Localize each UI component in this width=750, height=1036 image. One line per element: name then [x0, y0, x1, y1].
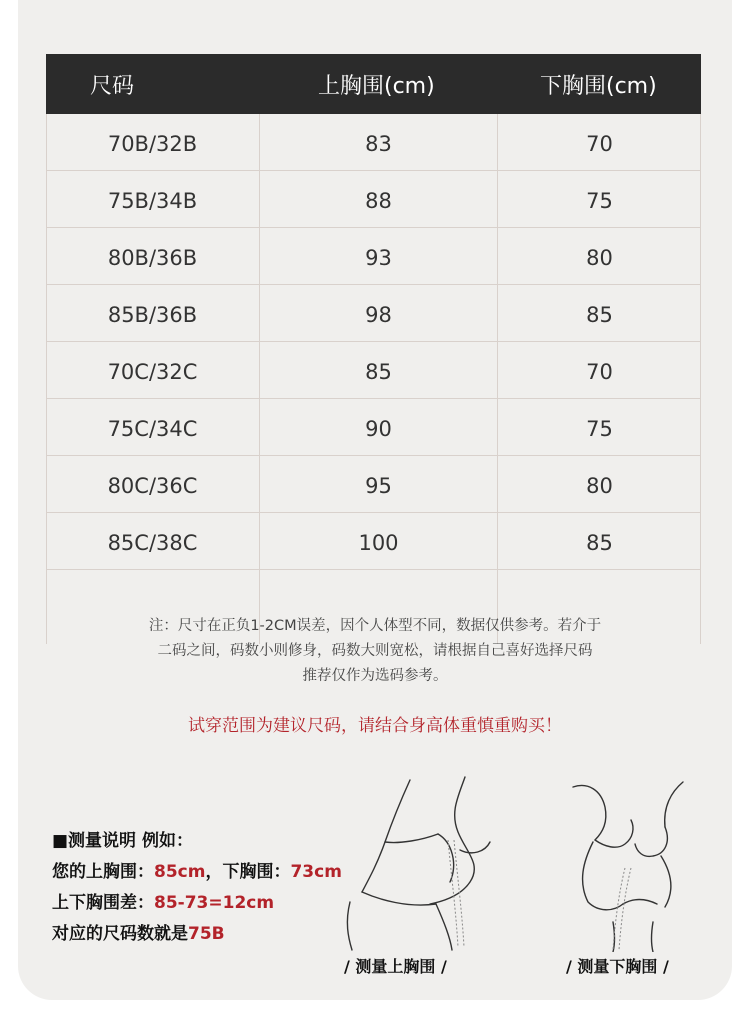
upper-bust-cell: 93	[365, 246, 392, 270]
under-bust-cell: 80	[586, 474, 613, 498]
explain-result-label: 对应的尺码数就是	[52, 924, 188, 944]
caption-upper-bust: / 测量上胸围 /	[344, 957, 447, 976]
explain-under-label: ，下胸围：	[205, 862, 291, 882]
table-row	[46, 399, 701, 456]
table-header	[46, 54, 701, 114]
table-divider-1	[259, 114, 260, 644]
table-row	[46, 342, 701, 399]
explain-diff-label: 上下胸围差：	[52, 893, 154, 913]
table-border-right	[700, 114, 701, 644]
header-under-bust: 下胸围(cm)	[540, 73, 657, 99]
size-cell: 70C/32C	[107, 360, 198, 384]
upper-bust-illustration	[340, 772, 500, 952]
under-bust-cell: 75	[586, 417, 613, 441]
table-body	[46, 114, 701, 570]
size-cell: 80B/36B	[107, 246, 198, 270]
under-bust-cell: 70	[586, 132, 613, 156]
under-bust-cell: 85	[586, 303, 613, 327]
note-line-1: 注：尺寸在正负1-2CM误差，因个人体型不同，数据仅供参考。若介于	[148, 618, 602, 634]
header-upper-bust: 上胸围(cm)	[318, 73, 435, 99]
note-line-3: 推荐仅作为选码参考。	[302, 668, 448, 684]
upper-bust-cell: 90	[365, 417, 392, 441]
table-divider-2	[497, 114, 498, 644]
upper-bust-cell: 100	[358, 531, 399, 555]
table-row	[46, 228, 701, 285]
table-border-left	[46, 114, 47, 644]
header-size: 尺码	[90, 73, 135, 99]
note-line-2: 二码之间，码数小则修身，码数大则宽松，请根据自己喜好选择尺码	[157, 643, 593, 659]
size-table	[46, 54, 701, 570]
caption-under-bust: / 测量下胸围 /	[566, 957, 669, 976]
under-bust-cell: 80	[586, 246, 613, 270]
upper-bust-cell: 83	[365, 132, 392, 156]
upper-bust-cell: 88	[365, 189, 392, 213]
table-row	[46, 114, 701, 171]
explain-title: ■测量说明 例如：	[52, 831, 193, 851]
under-bust-cell: 85	[586, 531, 613, 555]
upper-bust-cell: 95	[365, 474, 392, 498]
size-cell: 85B/36B	[107, 303, 198, 327]
explain-line-2	[52, 857, 342, 882]
size-cell: 80C/36C	[107, 474, 198, 498]
table-row	[46, 456, 701, 513]
table-row	[46, 171, 701, 228]
table-row	[46, 513, 701, 570]
purchase-warning: 试穿范围为建议尺码，请结合身高体重慎重购买！	[188, 716, 562, 736]
explain-result-value: 75B	[188, 924, 225, 944]
under-bust-cell: 75	[586, 189, 613, 213]
explain-line-3	[52, 888, 274, 913]
explain-upper-label: 您的上胸围：	[52, 862, 154, 882]
under-bust-cell: 70	[586, 360, 613, 384]
explain-line-4	[52, 919, 225, 944]
explain-diff-value: 85-73=12cm	[154, 893, 275, 913]
upper-bust-cell: 85	[365, 360, 392, 384]
under-bust-illustration	[553, 772, 703, 952]
size-cell: 75C/34C	[107, 417, 198, 441]
explain-under-value: 73cm	[290, 862, 342, 882]
size-cell: 70B/32B	[107, 132, 198, 156]
explain-upper-value: 85cm	[154, 862, 206, 882]
upper-bust-cell: 98	[365, 303, 392, 327]
table-row	[46, 285, 701, 342]
size-cell: 85C/38C	[107, 531, 198, 555]
size-cell: 75B/34B	[107, 189, 198, 213]
